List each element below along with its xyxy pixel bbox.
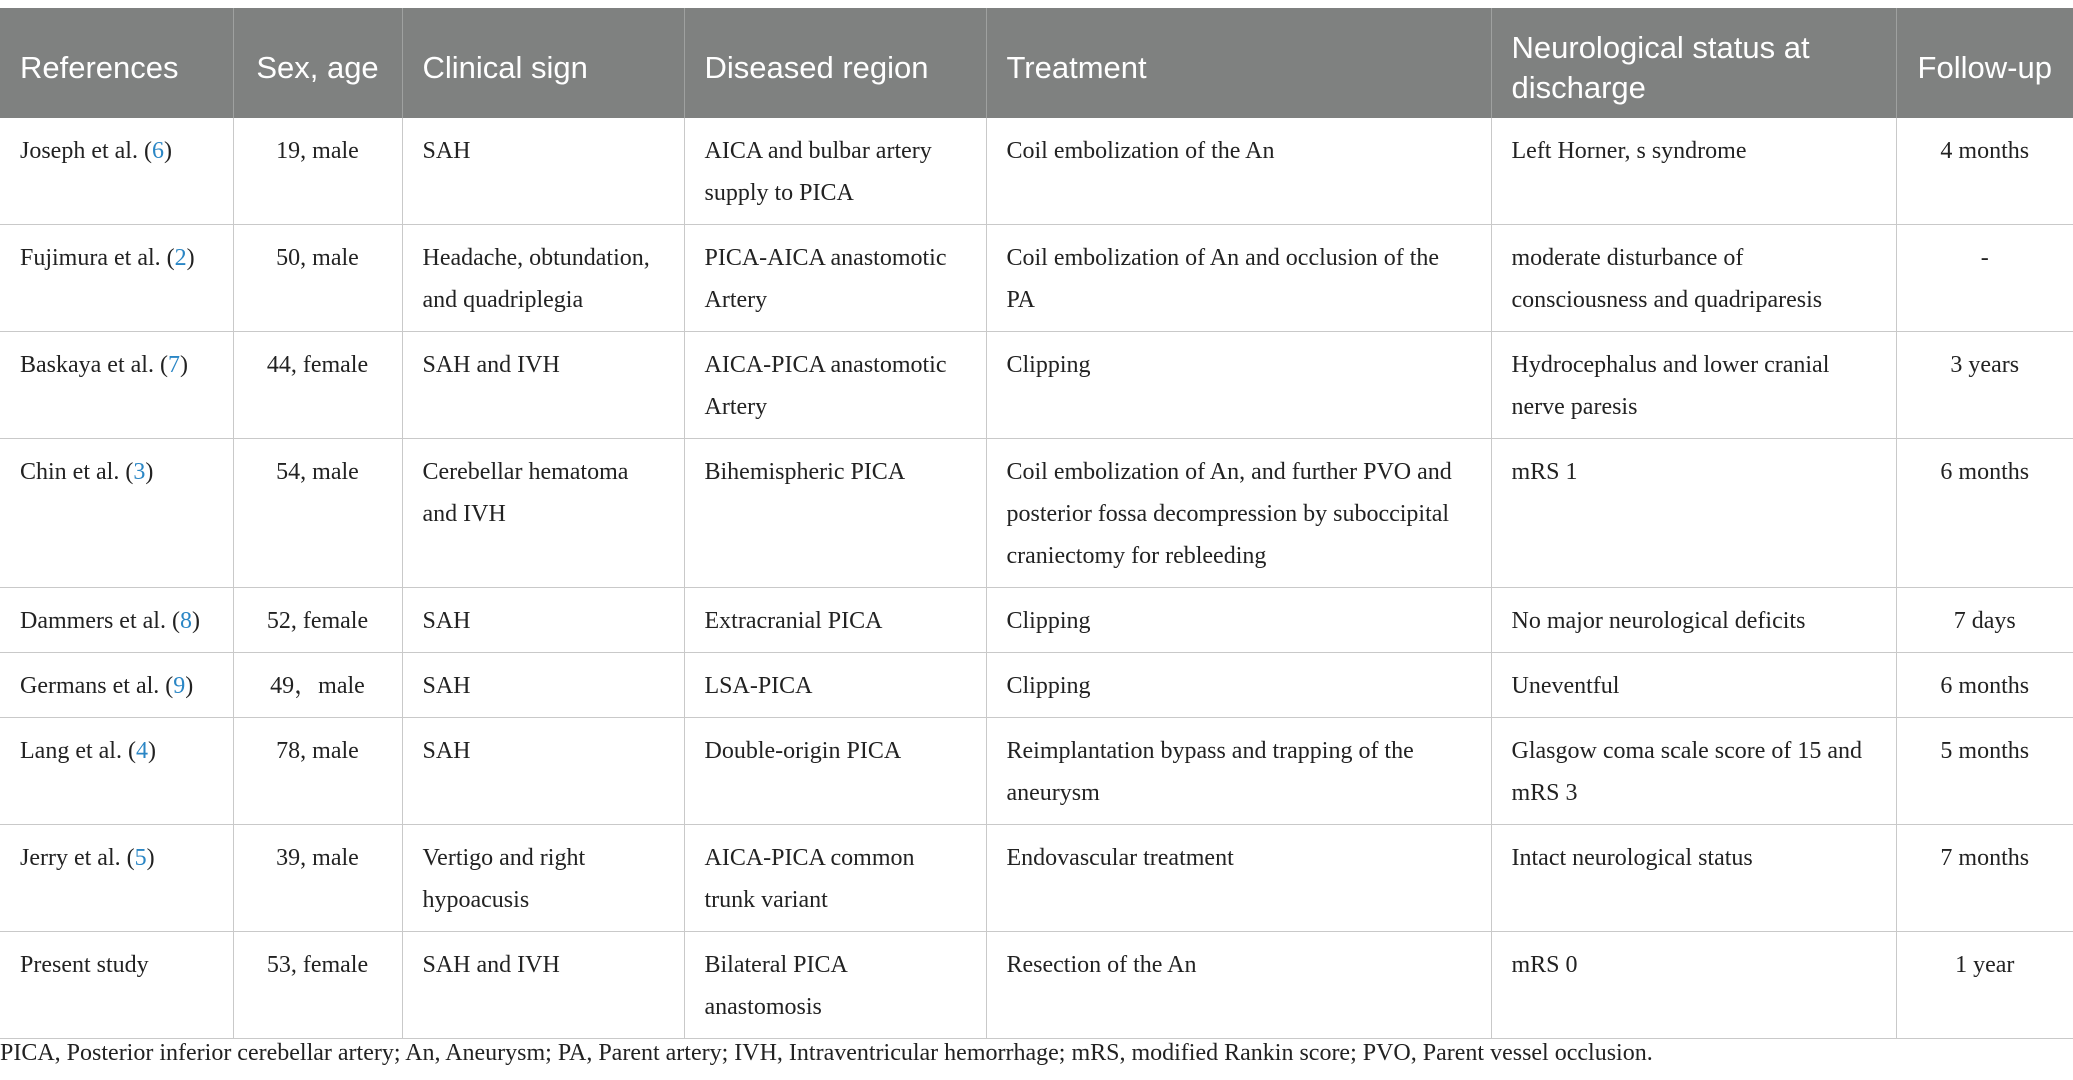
treatment-cell: Endovascular treatment <box>986 825 1491 932</box>
clinical-sign-cell: SAH <box>402 118 684 225</box>
follow-up-cell: - <box>1896 225 2073 332</box>
citation-link[interactable]: 9 <box>173 673 186 699</box>
reference-cell: Dammers et al. (8) <box>0 588 233 653</box>
citation-link[interactable]: 2 <box>174 245 187 271</box>
table-header <box>0 8 2073 118</box>
sex-age-cell: 49，male <box>233 653 402 718</box>
diseased-region-cell: AICA and bulbar artery supply to PICA <box>684 118 986 225</box>
treatment-cell: Clipping <box>986 332 1491 439</box>
status-cell: Hydrocephalus and lower cranial nerve paresis <box>1491 332 1896 439</box>
diseased-region-cell: Extracranial PICA <box>684 588 986 653</box>
status-cell: Left Horner, s syndrome <box>1491 118 1896 225</box>
diseased-region-cell: Double-origin PICA <box>684 718 986 825</box>
column-header: Clinical sign <box>402 8 684 118</box>
reference-name: Dammers et al. <box>20 608 166 634</box>
treatment-cell: Clipping <box>986 653 1491 718</box>
reference-name: Baskaya et al. <box>20 352 154 378</box>
column-header: References <box>0 8 233 118</box>
citation-link[interactable]: 3 <box>133 459 146 485</box>
sex-age-cell: 52, female <box>233 588 402 653</box>
table-row <box>0 439 2073 588</box>
reference-name: Chin et al. <box>20 459 120 485</box>
status-cell: mRS 0 <box>1491 932 1896 1039</box>
citation-link[interactable]: 8 <box>179 608 192 634</box>
sex-age-cell: 53, female <box>233 932 402 1039</box>
reference-name: Joseph et al. <box>20 138 138 164</box>
follow-up-cell: 4 months <box>1896 118 2073 225</box>
table-row <box>0 225 2073 332</box>
citation-link[interactable]: 6 <box>151 138 164 164</box>
diseased-region-cell: Bihemispheric PICA <box>684 439 986 588</box>
citation-link[interactable]: 5 <box>134 845 147 871</box>
column-header: Diseased region <box>684 8 986 118</box>
citation-link[interactable]: 4 <box>135 738 148 764</box>
table-row <box>0 653 2073 718</box>
treatment-cell: Reimplantation bypass and trapping of the aneurysm <box>986 718 1491 825</box>
clinical-sign-cell: Headache, obtundation, and quadriplegia <box>402 225 684 332</box>
follow-up-cell: 5 months <box>1896 718 2073 825</box>
table-body <box>0 118 2073 1039</box>
sex-age-cell: 39, male <box>233 825 402 932</box>
sex-age-cell: 54, male <box>233 439 402 588</box>
reference-cell: Jerry et al. (5) <box>0 825 233 932</box>
follow-up-cell: 3 years <box>1896 332 2073 439</box>
table-container <box>0 8 2073 1039</box>
reference-cell: Germans et al. (9) <box>0 653 233 718</box>
diseased-region-cell: AICA-PICA anastomotic Artery <box>684 332 986 439</box>
status-cell: mRS 1 <box>1491 439 1896 588</box>
sex-age-cell: 19, male <box>233 118 402 225</box>
diseased-region-cell: LSA-PICA <box>684 653 986 718</box>
table-row <box>0 588 2073 653</box>
follow-up-cell: 7 months <box>1896 825 2073 932</box>
status-cell: Glasgow coma scale score of 15 and mRS 3 <box>1491 718 1896 825</box>
reference-name: Fujimura et al. <box>20 245 161 271</box>
case-table <box>0 8 2073 1039</box>
reference-name: Present study <box>20 952 149 978</box>
treatment-cell: Clipping <box>986 588 1491 653</box>
treatment-cell: Coil embolization of An, and further PVO and posterior fossa decompression by suboccipital craniectomy for rebleeding <box>986 439 1491 588</box>
clinical-sign-cell: SAH and IVH <box>402 332 684 439</box>
reference-cell: Fujimura et al. (2) <box>0 225 233 332</box>
treatment-cell: Resection of the An <box>986 932 1491 1039</box>
table-row <box>0 718 2073 825</box>
clinical-sign-cell: SAH and IVH <box>402 932 684 1039</box>
header-row <box>0 8 2073 118</box>
status-cell: moderate disturbance of consciousness and quadriparesis <box>1491 225 1896 332</box>
reference-cell: Baskaya et al. (7) <box>0 332 233 439</box>
column-header: Treatment <box>986 8 1491 118</box>
treatment-cell: Coil embolization of An and occlusion of the PA <box>986 225 1491 332</box>
table-row <box>0 118 2073 225</box>
clinical-sign-cell: Vertigo and right hypoacusis <box>402 825 684 932</box>
follow-up-cell: 1 year <box>1896 932 2073 1039</box>
clinical-sign-cell: SAH <box>402 588 684 653</box>
follow-up-cell: 6 months <box>1896 653 2073 718</box>
clinical-sign-cell: Cerebellar hematoma and IVH <box>402 439 684 588</box>
status-cell: Intact neurological status <box>1491 825 1896 932</box>
diseased-region-cell: PICA-AICA anastomotic Artery <box>684 225 986 332</box>
reference-name: Lang et al. <box>20 738 122 764</box>
reference-cell <box>0 932 233 1039</box>
follow-up-cell: 7 days <box>1896 588 2073 653</box>
sex-age-cell: 50, male <box>233 225 402 332</box>
reference-cell: Joseph et al. (6) <box>0 118 233 225</box>
table-row <box>0 825 2073 932</box>
status-cell: No major neurological deficits <box>1491 588 1896 653</box>
reference-name: Jerry et al. <box>20 845 121 871</box>
diseased-region-cell: Bilateral PICA anastomosis <box>684 932 986 1039</box>
status-cell: Uneventful <box>1491 653 1896 718</box>
sex-age-cell: 44, female <box>233 332 402 439</box>
clinical-sign-cell: SAH <box>402 718 684 825</box>
reference-cell: Lang et al. (4) <box>0 718 233 825</box>
citation-link[interactable]: 7 <box>167 352 180 378</box>
column-header: Follow-up <box>1896 8 2073 118</box>
sex-age-cell: 78, male <box>233 718 402 825</box>
treatment-cell: Coil embolization of the An <box>986 118 1491 225</box>
follow-up-cell: 6 months <box>1896 439 2073 588</box>
reference-cell: Chin et al. (3) <box>0 439 233 588</box>
clinical-sign-cell: SAH <box>402 653 684 718</box>
column-header: Sex, age <box>233 8 402 118</box>
diseased-region-cell: AICA-PICA common trunk variant <box>684 825 986 932</box>
table-row <box>0 332 2073 439</box>
reference-name: Germans et al. <box>20 673 160 699</box>
table-footnote: PICA, Posterior inferior cerebellar artery; An, Aneurysm; PA, Parent artery; IVH, Intraventricular hemorrhage; mRS, modified Rankin score; PVO, Parent vessel occlusion. <box>0 1040 1653 1066</box>
table-row <box>0 932 2073 1039</box>
column-header: Neurological status at discharge <box>1491 8 1896 118</box>
